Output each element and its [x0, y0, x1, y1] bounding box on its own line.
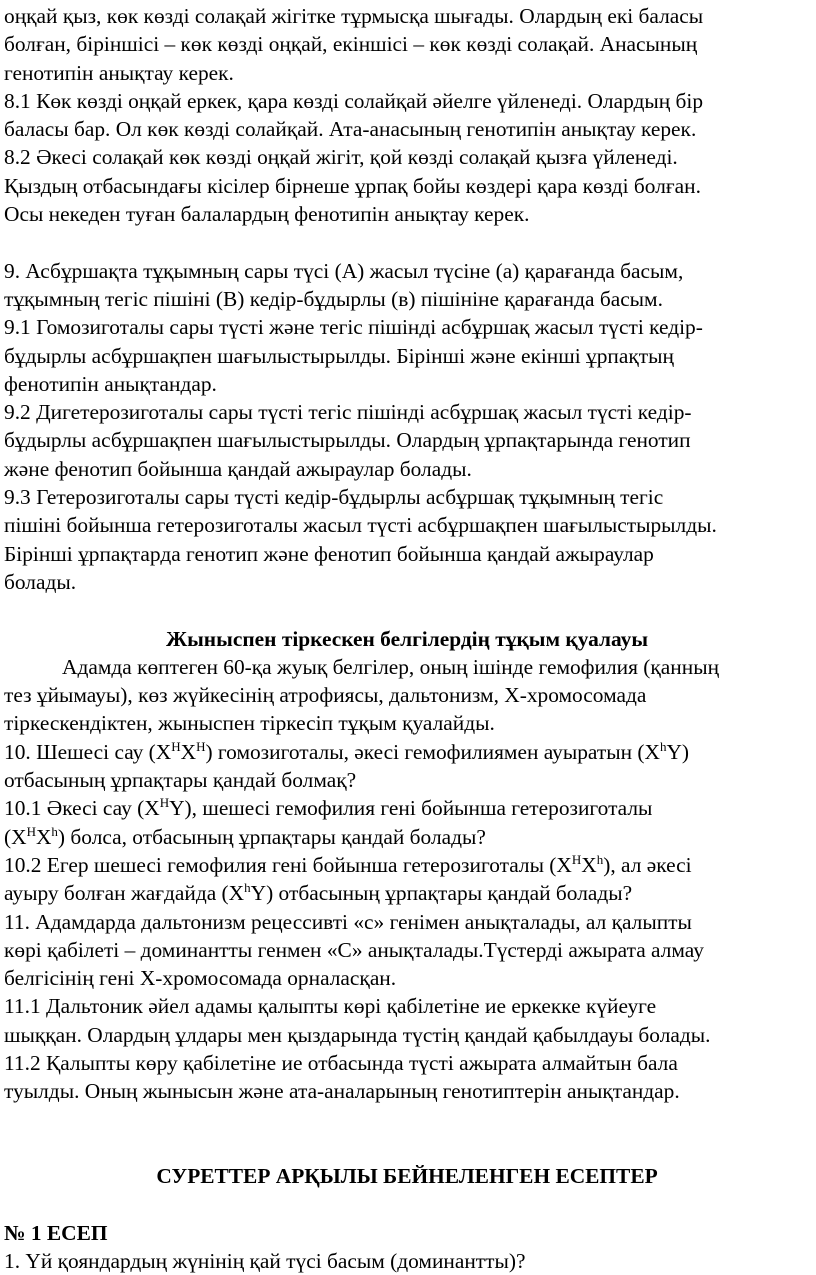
superscript: Н	[171, 738, 181, 754]
section-heading-sex-linked: Жыныспен тіркескен белгілердің тұқым қуалауы	[165, 626, 649, 651]
paragraph-problem-9	[4, 257, 810, 314]
text-run: Х	[180, 739, 197, 764]
text-line: шыққан. Олардың ұлдары мен қыздарында түстің қандай қабылдауы болады.	[4, 1022, 711, 1047]
text-line: болған, біріншісі – көк көзді оңқай, екіншісі – көк көзді солақай. Анасының	[4, 32, 698, 57]
text-line: тез ұйымауы), көз жүйкесінің атрофиясы, дальтонизм, Х-хромосомада	[4, 683, 647, 708]
text-run: ) гомозиготалы, әкесі гемофилиямен ауыратын (Х	[205, 739, 660, 764]
text-run: ) болса, отбасының ұрпақтары қандай болады?	[57, 824, 486, 849]
text-line: 9. Асбұршақта тұқымның сары түсі (А) жасыл түсіне (а) қарағанда басым,	[4, 258, 684, 283]
text-run: ), ал әкесі	[603, 852, 692, 877]
text-line: фенотипін анықтандар.	[4, 371, 217, 396]
blank-line	[4, 228, 810, 256]
text-line: генотипін анықтау керек.	[4, 60, 234, 85]
superscript: Н	[26, 823, 36, 839]
text-line: Қыздың отбасындағы кісілер бірнеше ұрпақ бойы көздері қара көзді болған.	[4, 173, 701, 198]
text-line: баласы бар. Ол көк көзді солайқай. Ата-анасының генотипін анықтау керек.	[4, 117, 697, 142]
text-line	[4, 879, 810, 907]
text-line: 8.2 Әкесі солақай көк көзді оңқай жігіт, қой көзді солақай қызға үйленеді.	[4, 145, 678, 170]
text-line: 11. Адамдарда дальтонизм рецессивті «с» генімен анықталады, ал қалыпты	[4, 909, 692, 934]
text-line: 9.2 Дигетерозиготалы сары түсті тегіс пішінді асбұршақ жасыл түсті кедір-	[4, 400, 692, 425]
text-line: болады.	[4, 569, 77, 594]
task-heading: № 1 ЕСЕП	[4, 1220, 108, 1245]
text-line: Адамда көптеген 60-қа жуық белгілер, оның ішінде гемофилия (қанның	[62, 654, 720, 679]
section-heading-pictures: СУРЕТТЕР АРҚЫЛЫ БЕЙНЕЛЕНГЕН ЕСЕПТЕР	[156, 1164, 658, 1189]
text-run: Y) отбасының ұрпақтары қандай болады?	[250, 881, 633, 906]
text-line: 9.1 Гомозиготалы сары түсті және тегіс пішінді асбұршақ жасыл түсті кедір-	[4, 315, 703, 340]
text-run: (Х	[4, 824, 27, 849]
text-run: 10.2 Егер шешесі гемофилия гені бойынша гетерозиготалы (Х	[4, 852, 572, 877]
superscript: h	[244, 880, 251, 896]
paragraph-problem-9-1	[4, 313, 810, 398]
text-line: Осы некеден туған балалардың фенотипін анықтау керек.	[4, 202, 530, 227]
text-run: Y), шешесі гемофилия гені бойынша гетерозиготалы	[169, 796, 653, 821]
superscript: Н	[196, 738, 206, 754]
text-line: 11.1 Дальтоник әйел адамы қалыпты көрі қабілетіне ие еркекке күйеуге	[4, 994, 657, 1019]
superscript: h	[51, 823, 58, 839]
text-line: 11.2 Қалыпты көру қабілетіне ие отбасында түсті ажырата алмайтын бала	[4, 1050, 678, 1075]
task-question: 1. Үй қояндардың жүнінің қай түсі басым (доминантты)?	[4, 1249, 526, 1274]
text-line: 8.1 Көк көзді оңқай еркек, қара көзді солайқай әйелге үйленеді. Олардың бір	[4, 88, 704, 113]
text-line: отбасының ұрпақтары қандай болмақ?	[4, 768, 357, 793]
text-run: Х	[35, 824, 52, 849]
text-run: ауыру болған жағдайда (Х	[4, 881, 245, 906]
text-line: оңқай қыз, көк көзді солақай жігітке тұрмысқа шығады. Олардың екі баласы	[4, 4, 704, 28]
text-run: 10. Шешесі сау (Х	[4, 739, 172, 764]
text-line: пішіні бойынша гетерозиготалы жасыл түсті асбұршақпен шағылыстырылды.	[4, 513, 717, 538]
paragraph-problem-9-3	[4, 483, 810, 596]
text-line: тұқымның тегіс пішіні (В) кедір-бұдырлы (в) пішініне қарағанда басым.	[4, 286, 663, 311]
paragraph-problem-10	[4, 738, 810, 795]
superscript: Н	[571, 852, 582, 868]
superscript: Н	[159, 795, 170, 811]
paragraph-problem-8-continuation	[4, 2, 810, 87]
text-line: 9.3 Гетерозиготалы сары түсті кедір-бұдырлы асбұршақ тұқымның тегіс	[4, 485, 664, 510]
blank-line	[4, 1190, 810, 1218]
text-line: және фенотип бойынша қандай ажыраулар болады.	[4, 456, 472, 481]
superscript: h	[659, 738, 667, 754]
text-line: Бірінші ұрпақтарда генотип және фенотип бойынша қандай ажыраулар	[4, 541, 654, 566]
paragraph-problem-10-1	[4, 794, 810, 851]
text-line	[4, 738, 810, 766]
text-line: бұдырлы асбұршақпен шағылыстырылды. Олардың ұрпақтарында генотип	[4, 428, 691, 453]
paragraph-problem-10-2	[4, 851, 810, 908]
paragraph-problem-11-1	[4, 992, 810, 1049]
superscript: h	[596, 852, 604, 868]
paragraph-problem-8-2	[4, 143, 810, 228]
text-line: белгісінің гені Х-хромосомада орналасқан.	[4, 966, 397, 991]
text-line	[4, 823, 810, 851]
text-run: Х	[581, 852, 597, 877]
text-run: Y)	[666, 739, 690, 764]
text-line: көрі қабілеті – доминантты генмен «С» анықталады.Түстерді ажырата алмау	[4, 937, 704, 962]
text-line: туылды. Оның жынысын және ата-аналарының генотиптерін анықтандар.	[4, 1079, 680, 1104]
paragraph-problem-11	[4, 908, 810, 993]
paragraph-intro	[4, 653, 810, 738]
text-run: 10.1 Әкесі сау (Х	[4, 796, 160, 821]
blank-line	[4, 1106, 810, 1163]
text-line: бұдырлы асбұршақпен шағылыстырылды. Бірінші және екінші ұрпақтың	[4, 343, 674, 368]
text-line	[4, 851, 810, 879]
blank-line	[4, 596, 810, 624]
paragraph-problem-8-1	[4, 87, 810, 144]
paragraph-problem-11-2	[4, 1049, 810, 1106]
text-line	[4, 794, 810, 822]
paragraph-problem-9-2	[4, 398, 810, 483]
text-line: тіркескендіктен, жыныспен тіркесіп тұқым қуалайды.	[4, 711, 495, 736]
